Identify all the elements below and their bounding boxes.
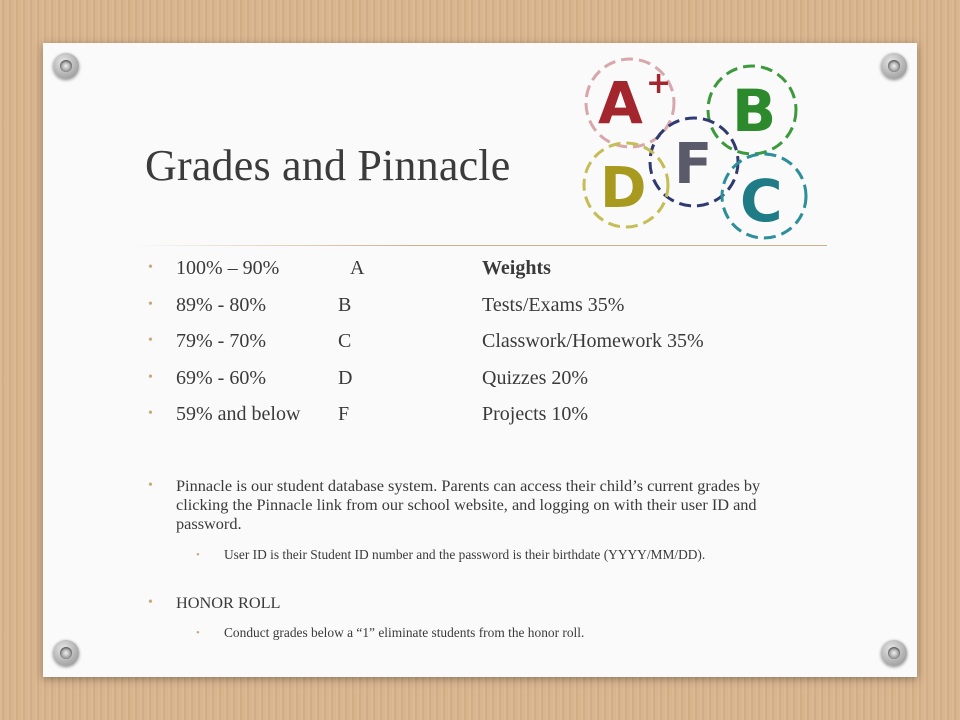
logo-letter-c: C	[740, 167, 783, 235]
bullet-icon: •	[148, 296, 153, 312]
bullet-icon: •	[148, 260, 153, 275]
bullet-icon: •	[148, 333, 153, 348]
grade-letter: F	[338, 403, 350, 425]
weight-item: Quizzes 20%	[482, 366, 589, 389]
grade-row	[148, 290, 768, 327]
weight-item: Projects 10%	[482, 403, 589, 425]
grade-range: 59% and below	[176, 403, 301, 425]
bullet-icon: •	[196, 627, 200, 639]
grade-range: 100% – 90%	[176, 257, 280, 279]
login-info	[196, 547, 816, 564]
grade-range: 69% - 60%	[176, 366, 266, 389]
grade-row	[148, 326, 768, 363]
weight-item: Classwork/Homework 35%	[482, 330, 704, 352]
weight-item: Tests/Exams 35%	[482, 293, 625, 316]
logo-letter-f: F	[674, 132, 713, 197]
weights-heading: Weights	[482, 257, 551, 279]
bullet-icon: •	[148, 478, 153, 493]
grade-letter: D	[338, 366, 353, 389]
honor-roll-rule	[196, 625, 816, 642]
honor-roll-rule-text: Conduct grades below a “1” eliminate students from the honor roll.	[224, 625, 585, 640]
pushpin-icon	[881, 640, 907, 666]
grade-row	[148, 363, 768, 400]
slide-title: Grades and Pinnacle	[145, 141, 511, 190]
logo-letter-plus: +	[646, 66, 672, 101]
grade-letters-logo	[582, 55, 822, 245]
bullet-icon: •	[148, 595, 153, 610]
grade-letter: A	[350, 257, 365, 279]
logo-letter-a: A	[598, 69, 643, 137]
grade-range: 89% - 80%	[176, 293, 266, 316]
pinnacle-description	[148, 476, 808, 533]
bullet-icon: •	[148, 369, 153, 385]
pushpin-icon	[53, 53, 79, 79]
honor-roll-heading	[148, 593, 280, 612]
pushpin-icon	[881, 53, 907, 79]
logo-letter-d: D	[600, 156, 647, 221]
grade-letter: B	[338, 293, 352, 316]
logo-letter-b: B	[732, 77, 777, 145]
grade-letter: C	[338, 330, 352, 352]
grade-row	[148, 399, 768, 436]
login-info-text: User ID is their Student ID number and the password is their birthdate (YYYY/MM/DD).	[224, 547, 706, 562]
bullet-icon: •	[148, 406, 153, 421]
title-divider	[133, 245, 827, 246]
grade-row	[148, 253, 768, 290]
pinnacle-description-text: Pinnacle is our student database system. Parents can access their child’s current grades by clicking the Pinnacle link from our school website, and logging on with their user ID and password.	[176, 476, 761, 533]
bullet-icon: •	[196, 549, 200, 561]
grade-range: 79% - 70%	[176, 330, 266, 352]
pushpin-icon	[53, 640, 79, 666]
honor-roll-label: HONOR ROLL	[176, 593, 281, 612]
grade-scale-list	[148, 253, 768, 436]
